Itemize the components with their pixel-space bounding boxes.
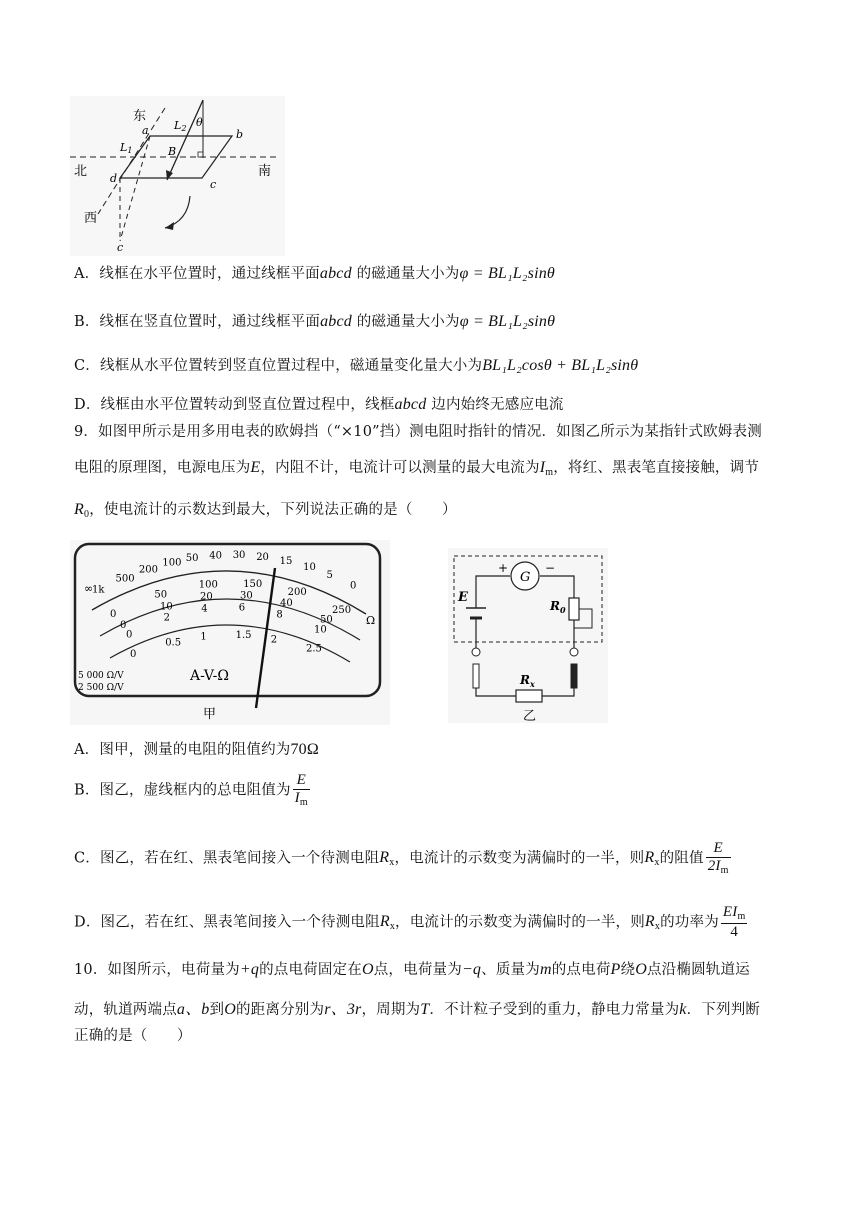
- label-c2: c: [117, 241, 124, 254]
- multimeter-figure: [70, 540, 390, 725]
- low-tick-label-5: 2.5: [306, 643, 322, 655]
- dc-tick-label-4: 200: [287, 587, 307, 599]
- label-B: B: [168, 145, 177, 158]
- fraction-e-over-2im: $\frac{E}{2I_m}$: [707, 840, 729, 877]
- label-a: a: [142, 124, 149, 137]
- fig-label-yi: 乙: [523, 709, 537, 723]
- ac-tick-label-2: 4: [201, 603, 208, 615]
- q9-option-d: D．图乙，若在红、黑表笔间接入一个待测电阻$R_x$，电流计的示数变为满偏时的一半，则$R_x$的功率为 $\frac{EI_m}{4}$: [74, 904, 746, 940]
- ohm-tick-label-2: 200: [138, 564, 158, 576]
- coil-figure: [70, 96, 285, 256]
- q9-stem-line2: 电阻的原理图，电源电压为E，内阻不计，电流计可以测量的最大电流为$I_m$，将红、黑表笔直接接触，调节: [74, 459, 760, 478]
- low-tick-label-0: 0: [130, 648, 137, 660]
- label-north: 北: [74, 164, 88, 179]
- battery-label: E: [458, 590, 468, 605]
- q10-stem-line1: 10．如图所示，电荷量为+q的点电荷固定在O点，电荷量为−q、质量为m的点电荷P绕O点沿椭圆轨道运: [74, 961, 750, 978]
- ac-tick-label-3: 6: [238, 602, 246, 614]
- meter-title: A-V-Ω: [190, 668, 229, 684]
- ac-tick-label-0: 0: [126, 629, 133, 641]
- meter-spec-2: 2 500 Ω/V: [78, 683, 124, 693]
- rheostat: [569, 598, 579, 620]
- mid-tick-label-4: 40: [280, 598, 293, 610]
- meter-spec-1: 5 000 Ω/V: [78, 671, 124, 681]
- label-theta: θ: [196, 116, 203, 129]
- terminal-left: [472, 648, 480, 656]
- ohm-tick-label-0: 1k: [92, 584, 105, 596]
- dc-tick-label-5: 250: [332, 604, 352, 616]
- q8-option-c: C．线框从水平位置转到竖直位置过程中，磁通量变化量大小为BL₁L₂cosθ + BL₁L₂sinθ: [74, 357, 639, 374]
- q9-option-c: C．图乙，若在红、黑表笔间接入一个待测电阻$R_x$，电流计的示数变为满偏时的一半，则$R_x$的阻值 $\frac{E}{2I_m}$: [74, 840, 729, 877]
- fraction-eim-over-4: $\frac{EI_m}{4}$: [722, 904, 746, 940]
- ohm-tick-label-11: 0: [350, 580, 357, 592]
- label-c: c: [210, 178, 217, 191]
- mid-tick-label-3: 30: [240, 590, 253, 602]
- ohm-tick-label-9: 10: [303, 561, 316, 573]
- minus-sign: −: [545, 561, 556, 575]
- red-probe: [473, 664, 479, 688]
- ohm-tick-label-7: 20: [256, 551, 269, 563]
- q9-stem-line3: $R_0$，使电流计的示数达到最大，下列说法正确的是（ ）: [74, 501, 457, 520]
- ac-tick-label-5: 10: [314, 624, 327, 636]
- label-b: b: [236, 128, 244, 141]
- label-south: 南: [258, 164, 272, 179]
- label-d: d: [110, 172, 118, 185]
- ohm-tick-label-4: 50: [185, 553, 199, 564]
- q8-option-b: B．线框在竖直位置时，通过线框平面abcd 的磁通量大小为φ = BL₁L₂sinθ: [74, 313, 556, 330]
- q10-stem-line2: 动，轨道两端点a、b到O的距离分别为r、3r，周期为T．不计粒子受到的重力，静电力常量为k．下列判断: [74, 1001, 761, 1018]
- terminal-right: [570, 648, 578, 656]
- mid-tick-label-5: 50: [320, 614, 333, 626]
- low-tick-label-3: 1.5: [235, 630, 252, 642]
- ac-tick-label-4: 8: [276, 609, 283, 621]
- rheostat-label: $R_0$: [550, 599, 566, 615]
- fig-label-jia: 甲: [203, 707, 217, 722]
- q9-stem-line1: 9．如图甲所示是用多用电表的欧姆挡（“×10”挡）测电阻时指针的情况．如图乙所示为某指针式欧姆表测: [74, 424, 762, 440]
- dc-tick-label-1: 50: [154, 589, 168, 601]
- q8-option-d: D．线框由水平位置转动到竖直位置过程中，线框abcd 边内始终无感应电流: [74, 396, 564, 413]
- ohm-unit: Ω: [366, 614, 376, 627]
- low-tick-label-1: 0.5: [165, 637, 182, 649]
- ohm-tick-label-5: 40: [209, 550, 223, 562]
- label-L1: L1: [120, 141, 133, 155]
- ohm-tick-label-10: 5: [326, 570, 333, 582]
- mid-tick-label-2: 20: [200, 591, 213, 603]
- resistor-rx: [516, 690, 542, 702]
- plus-sign: +: [498, 561, 509, 575]
- ohm-tick-label-6: 30: [232, 550, 246, 562]
- galvanometer-label: G: [520, 570, 531, 585]
- black-probe: [571, 664, 577, 688]
- q8-option-a: A．线框在水平位置时，通过线框平面abcd 的磁通量大小为φ = BL₁L₂sinθ: [74, 265, 555, 282]
- dc-tick-label-3: 150: [243, 578, 263, 590]
- q10-stem-line3: 正确的是（ ）: [74, 1028, 192, 1044]
- dc-tick-label-2: 100: [198, 579, 218, 591]
- dc-tick-label-0: 0: [110, 609, 117, 620]
- ohm-tick-label-3: 100: [162, 557, 182, 569]
- infinity-symbol: ∞: [84, 582, 94, 595]
- q9-option-b: B．图乙，虚线框内的总电阻值为 $\frac{E}{I_m}$: [74, 772, 308, 809]
- q9-option-a: A．图甲，测量的电阻的阻值约为70Ω: [74, 741, 319, 758]
- fraction-e-over-im: $\frac{E}{I_m}$: [294, 772, 308, 809]
- label-east: 东: [133, 109, 147, 124]
- label-west: 西: [84, 211, 98, 226]
- low-tick-label-2: 1: [200, 631, 207, 643]
- ohm-tick-label-1: 500: [115, 573, 135, 585]
- low-tick-label-4: 2: [270, 634, 278, 646]
- mid-tick-label-1: 10: [160, 601, 173, 613]
- ohm-tick-label-8: 15: [279, 555, 293, 567]
- mid-tick-label-0: 0: [120, 620, 127, 631]
- label-L2: L2: [174, 119, 187, 133]
- circuit-figure: [448, 548, 608, 723]
- ac-tick-label-1: 2: [163, 612, 170, 624]
- resistor-rx-label: $R_x$: [520, 673, 535, 689]
